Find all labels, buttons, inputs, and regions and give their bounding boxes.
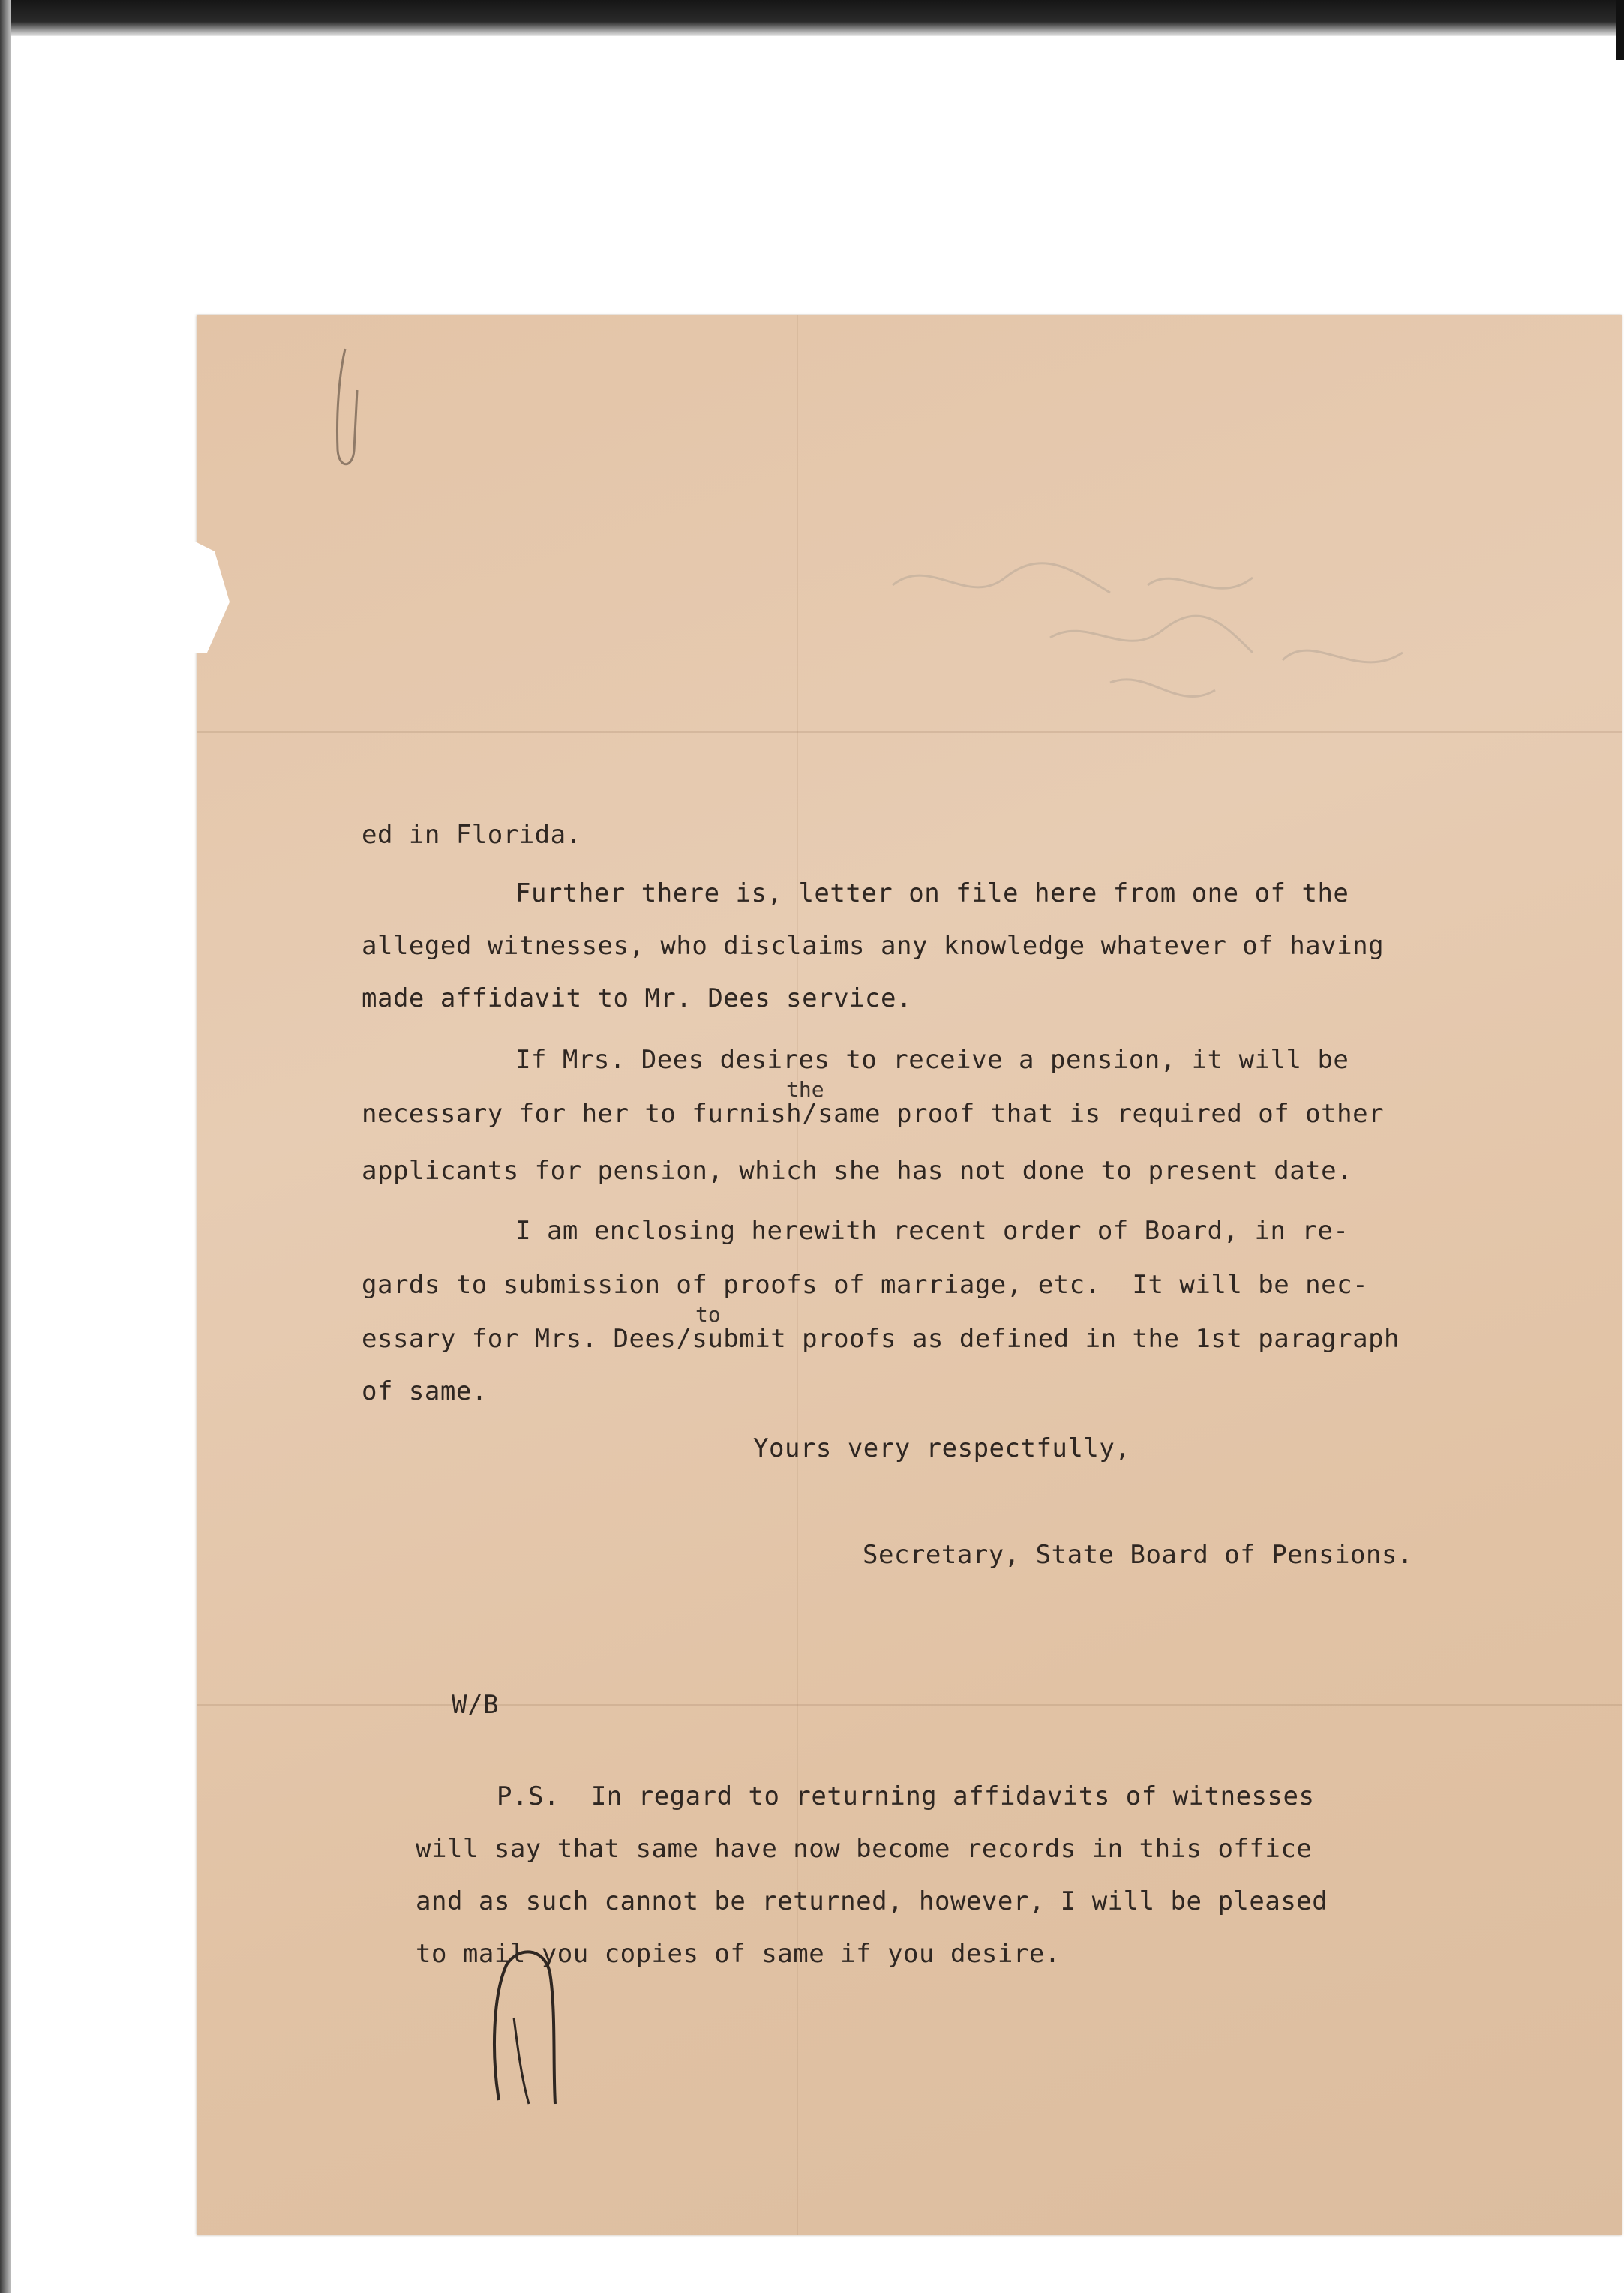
body-line: Further there is, letter on file here from one of the [515, 878, 1349, 908]
ps-line: to mail you copies of same if you desire. [416, 1939, 1061, 1969]
interlinear-insert: to [695, 1302, 721, 1327]
scan-top-edge [0, 0, 1624, 36]
body-line: necessary for her to furnish/same proof that is required of other [362, 1099, 1385, 1129]
paperclip-mark-icon [323, 345, 368, 473]
body-line: ed in Florida. [362, 820, 582, 850]
body-line: I am enclosing herewith recent order of Board, in re- [515, 1216, 1349, 1246]
faint-pencil-note [863, 540, 1448, 743]
body-line: of same. [362, 1376, 488, 1406]
signature-title: Secretary, State Board of Pensions. [863, 1540, 1413, 1570]
typist-initials: W/B [452, 1690, 499, 1720]
ps-line: P.S. In regard to returning affidavits of witnesses [497, 1781, 1315, 1811]
scan-right-edge [1616, 0, 1624, 60]
body-line: gards to submission of proofs of marriage, etc. It will be nec- [362, 1270, 1369, 1300]
body-line: essary for Mrs. Dees/submit proofs as defined in the 1st paragraph [362, 1324, 1400, 1354]
body-line: made affidavit to Mr. Dees service. [362, 983, 912, 1013]
ps-line: and as such cannot be returned, however, I will be pleased [416, 1886, 1328, 1916]
ps-line: will say that same have now become records in this office [416, 1834, 1313, 1864]
paperclip-mark-icon [484, 1950, 566, 2108]
scan-left-edge [0, 0, 11, 2293]
body-line: alleged witnesses, who disclaims any knowledge whatever of having [362, 931, 1385, 961]
body-line: If Mrs. Dees desires to receive a pension, it will be [515, 1045, 1349, 1075]
closing: Yours very respectfully, [753, 1433, 1131, 1463]
interlinear-insert: the [786, 1077, 824, 1102]
body-line: applicants for pension, which she has not done to present date. [362, 1156, 1353, 1186]
fold-line [197, 1704, 1622, 1706]
